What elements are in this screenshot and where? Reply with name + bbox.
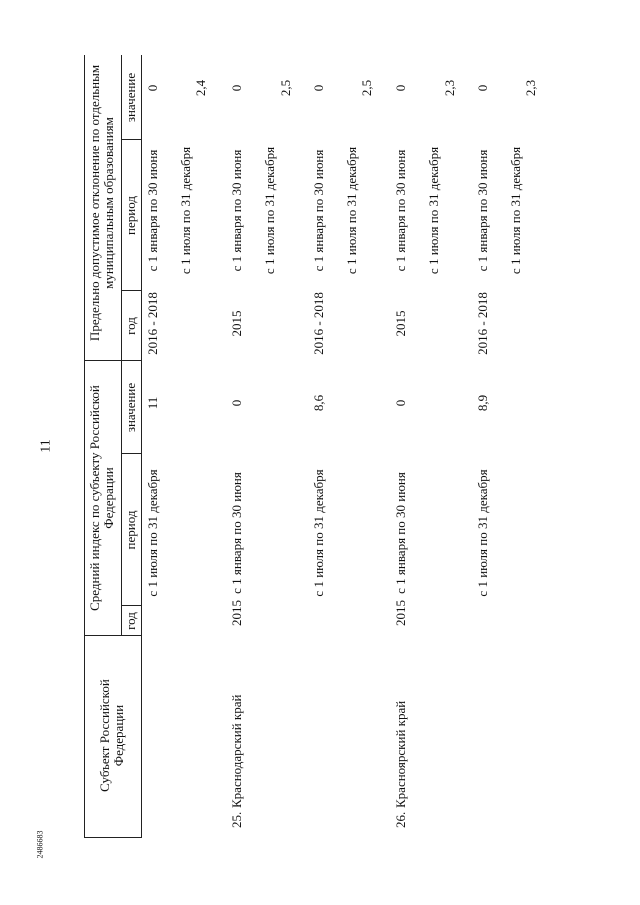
rotated-table (84, 55, 538, 838)
row1-dev-value1: 0 (229, 84, 244, 92)
row0-dev-period1: с 1 января по 30 июня (145, 149, 160, 272)
header-avg-index: Средний индекс по субъекту Российской Федерации (87, 385, 116, 611)
col-border-left (84, 837, 142, 838)
row3-avg-period: с 1 января по 30 июня (393, 472, 408, 594)
row3-avg-value: 0 (393, 399, 408, 407)
header-avg-value: значение (123, 382, 138, 433)
header-dev-period: период (123, 196, 138, 235)
row0-avg-value: 11 (145, 396, 160, 410)
header-dev-year: год (123, 317, 138, 335)
row2-avg-period: с 1 июля по 31 декабря (311, 469, 326, 597)
row4-dev-value1: 0 (475, 84, 490, 92)
row3-dev-period2: с 1 июля по 31 декабря (426, 146, 441, 275)
row4-dev-year: 2016 - 2018 (475, 292, 490, 355)
header-max-deviation: Предельно допустимое отклонение по отдельным муниципальным образованиям (87, 64, 116, 342)
row2-avg-value: 8,6 (311, 394, 326, 412)
row1-avg-value: 0 (229, 399, 244, 407)
row0-dev-value1: 0 (145, 84, 160, 92)
row4-dev-value2: 2,3 (523, 79, 538, 97)
row2-dev-value2: 2,5 (359, 79, 374, 97)
row4-dev-period2: с 1 июля по 31 декабря (508, 146, 523, 275)
row2-dev-value1: 0 (311, 84, 326, 92)
document-code: 2486683 (35, 830, 45, 859)
row0-avg-period: с 1 июля по 31 декабря (145, 469, 160, 597)
row3-num: 26. (393, 811, 408, 828)
row1-dev-period2: с 1 июля по 31 декабря (262, 146, 277, 275)
header-subject: Субъект Российской Федерации (97, 679, 126, 792)
row3-dev-value1: 0 (393, 84, 408, 92)
row0-dev-period2: с 1 июля по 31 декабря (178, 146, 193, 275)
table-top-border (84, 55, 85, 838)
row0-dev-year: 2016 - 2018 (145, 292, 160, 355)
row3-dev-value2: 2,3 (442, 79, 457, 97)
row1-avg-period: с 1 января по 30 июня (229, 472, 244, 594)
row4-dev-period1: с 1 января по 30 июня (475, 149, 490, 272)
row2-dev-period2: с 1 июля по 31 декабря (344, 146, 359, 275)
row3-dev-period1: с 1 января по 30 июня (393, 149, 408, 272)
row1-dev-value2: 2,5 (278, 79, 293, 97)
row4-avg-period: с 1 июля по 31 декабря (475, 469, 490, 597)
row2-dev-period1: с 1 января по 30 июня (311, 149, 326, 272)
row2-dev-year: 2016 - 2018 (311, 292, 326, 355)
header-dev-value: значение (123, 72, 138, 123)
row1-avg-year: 2015 (229, 600, 244, 626)
header-bottom-border (141, 55, 142, 838)
row3-subject: Красноярский край (393, 700, 408, 808)
page-number: 11 (38, 439, 54, 453)
row1-dev-year: 2015 (229, 310, 244, 337)
row3-avg-year: 2015 (393, 600, 408, 626)
subheader-line (121, 55, 122, 636)
header-avg-year: год (123, 612, 138, 630)
row1-subject: Краснодарский край (229, 694, 244, 808)
header-avg-period: период (123, 510, 138, 550)
row4-avg-value: 8,9 (475, 394, 490, 412)
row0-dev-value2: 2,4 (193, 79, 208, 97)
row3-dev-year: 2015 (393, 310, 408, 337)
row1-num: 25. (229, 811, 244, 828)
row1-dev-period1: с 1 января по 30 июня (229, 149, 244, 272)
